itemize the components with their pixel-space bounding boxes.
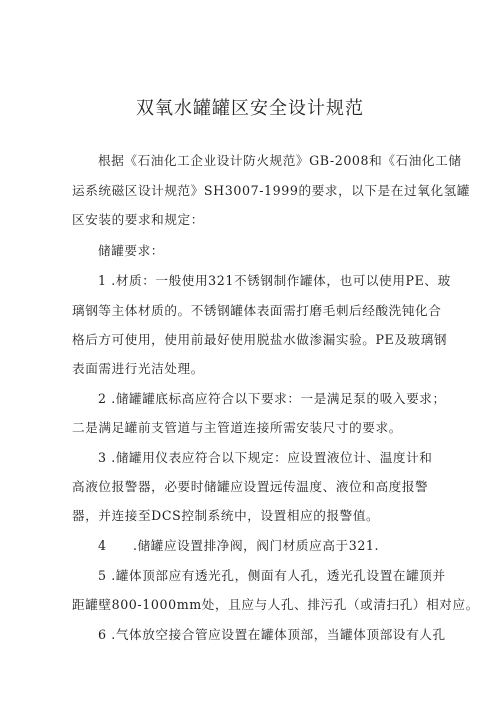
- paragraph-line: 器，并连接至DCS控制系统中，设置相应的报警值。: [72, 508, 380, 523]
- paragraph-line: 高液位报警器，必要时储罐应设置远传温度、液位和高度报警: [72, 479, 429, 494]
- paragraph-line: 二是满足罐前支管道与主管道连接所需安装尺寸的要求。: [72, 420, 402, 435]
- section-heading: 储罐要求：: [98, 243, 164, 258]
- document-title: 双氧水罐罐区安全设计规范: [136, 98, 364, 119]
- paragraph-line: 表面需进行光洁处理。: [72, 361, 204, 376]
- paragraph-line: 璃钢等主体材质的。不锈钢罐体表面需打磨毛刺后经酸洗钝化合: [72, 303, 442, 318]
- paragraph-line: 5 .罐体顶部应有透光孔，侧面有人孔，透光孔设置在罐顶并: [98, 568, 446, 583]
- paragraph-line: 3 .储罐用仪表应符合以下规定：应设置液位计、温度计和: [98, 450, 433, 465]
- paragraph-line: 6 .气体放空接合管应设置在罐体顶部，当罐体顶部设有人孔: [98, 627, 446, 642]
- paragraph-line: 根据《石油化工企业设计防火规范》GB-2008和《石油化工储: [98, 153, 462, 168]
- paragraph-line: 2 .储罐罐底标高应符合以下要求：一是满足泵的吸入要求；: [98, 391, 446, 406]
- paragraph-line: 格后方可使用，使用前最好使用脱盐水做渗漏实验。PE及玻璃钢: [72, 332, 448, 347]
- paragraph-line: 距罐壁800-1000mm处，且应与人孔、排污孔（或清扫孔）相对应。: [72, 597, 479, 612]
- paragraph-line: 4 .储罐应设置排净阀，阀门材质应高于321.: [98, 538, 380, 553]
- paragraph-line: 1 .材质：一般使用321不锈钢制作罐体，也可以使用PE、玻: [98, 273, 451, 288]
- paragraph-line: 运系统磁区设计规范》SH3007-1999的要求，以下是在过氧化氢罐: [72, 183, 471, 198]
- paragraph-line: 区安装的要求和规定：: [72, 212, 204, 227]
